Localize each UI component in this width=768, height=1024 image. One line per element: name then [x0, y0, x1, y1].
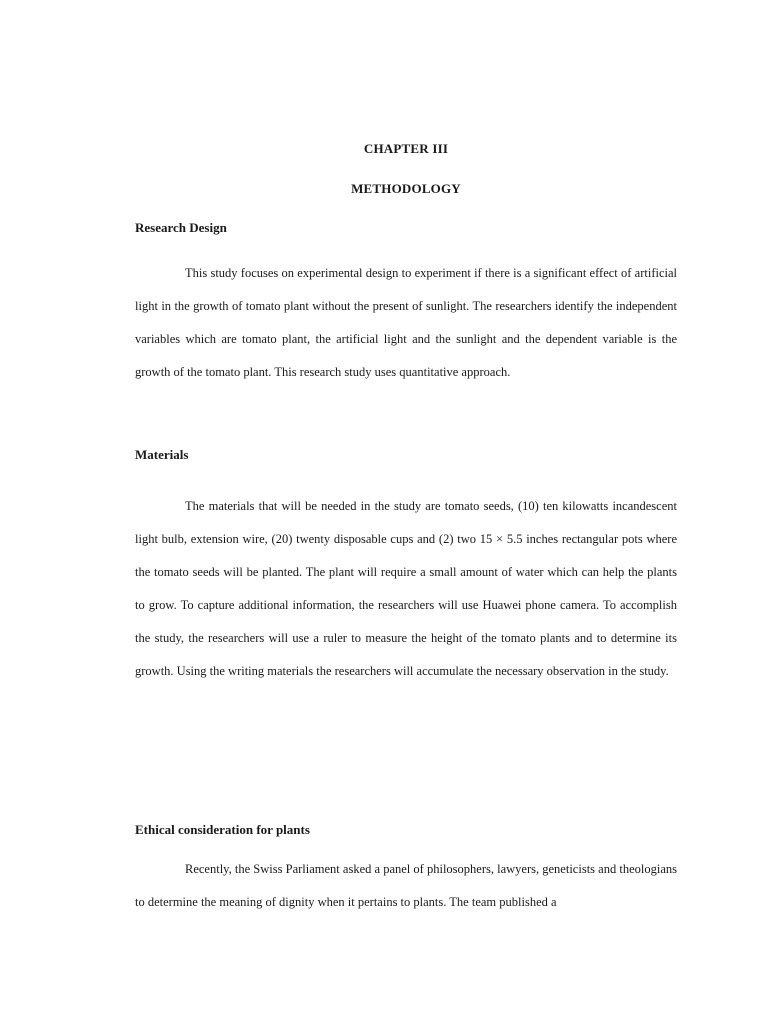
- paragraph-ethical-consideration: Recently, the Swiss Parliament asked a panel of philosophers, lawyers, geneticists and theologians to determine the meaning of dignity when it pertains to plants. The team published a: [135, 862, 677, 909]
- heading-materials: Materials: [135, 447, 189, 462]
- page-title: METHODOLOGY: [351, 181, 461, 196]
- heading-ethical-consideration: Ethical consideration for plants: [135, 822, 310, 837]
- heading-research-design: Research Design: [135, 220, 227, 235]
- paragraph-materials: The materials that will be needed in the study are tomato seeds, (10) ten kilowatts incandescent light bulb, extension wire, (20) twenty disposable cups and (2) two 15 × 5.5 inches rectangular pots where the tomato seeds will be planted. The plant will require a small amount of water which can help the plants to grow. To capture additional information, the researchers will use Huawei phone camera. To accomplish the study, the researchers will use a ruler to measure the height of the tomato plants and to determine its growth. Using the writing materials the researchers will accumulate the necessary observation in the study.: [135, 499, 677, 678]
- paragraph-research-design: This study focuses on experimental design to experiment if there is a significant effect of artificial light in the growth of tomato plant without the present of sunlight. The researchers identify the independent variables which are tomato plant, the artificial light and the sunlight and the dependent variable is the growth of the tomato plant. This research study uses quantitative approach.: [135, 266, 677, 379]
- chapter-title: CHAPTER III: [363, 141, 449, 156]
